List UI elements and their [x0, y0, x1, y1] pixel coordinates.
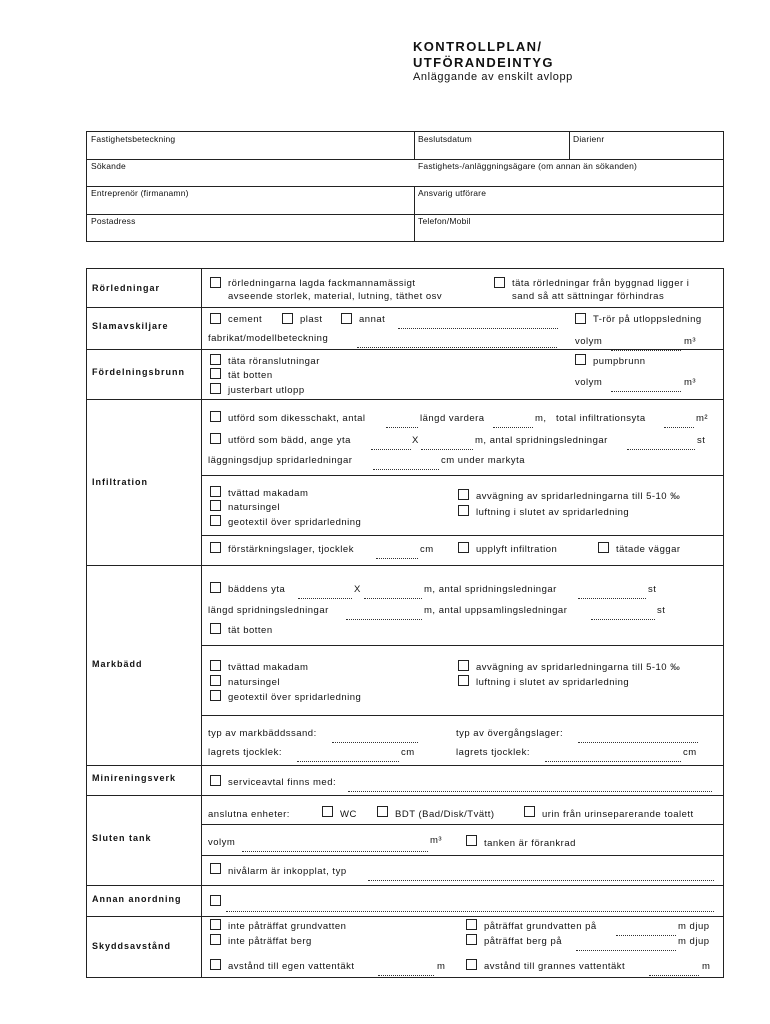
label-grannes-vattentakt: avstånd till grannes vattentäkt [484, 961, 626, 972]
checkbox-bdt[interactable] [377, 806, 388, 817]
field-langd-vardera[interactable] [493, 415, 533, 433]
field-badd-yta-1[interactable] [371, 437, 411, 455]
field-telefon[interactable]: Telefon/Mobil [418, 216, 471, 226]
label-urin: urin från urinseparerande toalett [542, 809, 694, 820]
checkbox-forankrad[interactable] [466, 835, 477, 846]
field-overgang-typ[interactable] [578, 730, 698, 748]
checkbox-luftning-mb[interactable] [458, 675, 469, 686]
section-minireningsverk: Minireningsverk [92, 773, 177, 783]
label-total-yta: total infiltrationsyta [556, 413, 646, 424]
label-egen-vattentakt: avstånd till egen vattentäkt [228, 961, 355, 972]
checkbox-avvagning-inf[interactable] [458, 489, 469, 500]
field-grannes-vattentakt[interactable] [649, 963, 699, 981]
field-total-yta[interactable] [664, 415, 694, 433]
label-x-mb: X [354, 584, 361, 595]
section-infiltration: Infiltration [92, 477, 148, 487]
section-skyddsavstand: Skyddsavstånd [92, 941, 172, 951]
checkbox-wc[interactable] [322, 806, 333, 817]
label-anslutna: anslutna enheter: [208, 809, 290, 820]
checkbox-grundvatten[interactable] [466, 919, 477, 930]
checkbox-geotextil-inf[interactable] [210, 515, 221, 526]
unit-cm-tj1: cm [401, 747, 415, 758]
checkbox-annan-anordning[interactable] [210, 895, 221, 906]
label-serviceavtal: serviceavtal finns med: [228, 777, 337, 788]
field-antal-spridn-1[interactable] [627, 437, 695, 455]
section-markbadd: Markbädd [92, 659, 143, 669]
unit-st-1: st [697, 435, 706, 446]
label-justerbart-utlopp: justerbart utlopp [228, 385, 305, 396]
checkbox-tata-roranslutningar[interactable] [210, 354, 221, 365]
field-forstarkning[interactable] [376, 546, 418, 564]
field-laggningsdjup[interactable] [373, 457, 439, 475]
label-tata-roranslutningar: täta röranslutningar [228, 356, 320, 367]
unit-volym-tank: m³ [430, 835, 443, 846]
field-egen-vattentakt[interactable] [378, 963, 434, 981]
label-langd-vardera: längd vardera [420, 413, 485, 424]
field-annat[interactable] [398, 316, 558, 334]
checkbox-egen-vattentakt[interactable] [210, 959, 221, 970]
unit-volym-slam: m³ [684, 336, 697, 347]
label-volym-slam: volym [575, 336, 603, 347]
title-line2: UTFÖRANDEINTYG [413, 55, 554, 70]
label-lager-tj2: lagrets tjocklek: [456, 747, 530, 758]
label-badd: utförd som bädd, ange yta [228, 435, 351, 446]
unit-m-1: m, [535, 413, 547, 424]
unit-egen: m [437, 961, 446, 972]
label-tata-2: sand så att sättningar förhindras [512, 291, 665, 302]
label-bdt: BDT (Bad/Disk/Tvätt) [395, 809, 495, 820]
checkbox-natursingel-mb[interactable] [210, 675, 221, 686]
label-langd-spridn: längd spridningsledningar [208, 605, 329, 616]
field-mb-yta-2[interactable] [364, 586, 422, 604]
checkbox-dikesschakt[interactable] [210, 411, 221, 422]
label-tvattad-mb: tvättad makadam [228, 662, 309, 673]
label-spridn-1: m, antal spridningsledningar [475, 435, 608, 446]
field-fastighetsbeteckning[interactable]: Fastighetsbeteckning [91, 134, 176, 144]
checkbox-tvattad-mb[interactable] [210, 660, 221, 671]
field-agare[interactable]: Fastighets-/anläggningsägare (om annan än sökanden) [418, 161, 638, 171]
field-nivalarm[interactable] [368, 868, 714, 886]
label-tata-1: täta rörledningar från byggnad ligger i [512, 278, 690, 289]
checkbox-geotextil-mb[interactable] [210, 690, 221, 701]
label-cement: cement [228, 314, 263, 325]
label-dikesschakt: utförd som dikesschakt, antal [228, 413, 366, 424]
checkbox-baddens-yta[interactable] [210, 582, 221, 593]
label-upplyft: upplyft infiltration [476, 544, 558, 555]
label-forankrad: tanken är förankrad [484, 838, 576, 849]
unit-st-mb2: st [657, 605, 666, 616]
label-laggningsdjup: läggningsdjup spridarledningar [208, 455, 353, 466]
label-tat-botten-fb: tät botten [228, 370, 273, 381]
label-fabrikat: fabrikat/modellbeteckning [208, 333, 329, 344]
label-wc: WC [340, 809, 357, 820]
field-mb-yta-1[interactable] [298, 586, 352, 604]
label-luftning-mb: luftning i slutet av spridarledning [476, 677, 630, 688]
info-table [86, 131, 724, 242]
field-beslutsdatum[interactable]: Beslutsdatum [418, 134, 472, 144]
field-antal-diken[interactable] [386, 415, 418, 433]
label-tvattad-inf: tvättad makadam [228, 488, 309, 499]
checkbox-t-ror[interactable] [575, 313, 586, 324]
checkbox-lagda-fackmannamassigt[interactable] [210, 277, 221, 288]
field-badd-yta-2[interactable] [421, 437, 473, 455]
label-forstarkning: förstärkningslager, tjocklek [228, 544, 354, 555]
section-slamavskiljare: Slamavskiljare [92, 321, 169, 331]
label-tat-botten-mb: tät botten [228, 625, 273, 636]
label-pumpbrunn: pumpbrunn [593, 356, 646, 367]
label-x-1: X [412, 435, 419, 446]
label-inte-grundvatten: inte påträffat grundvatten [228, 921, 347, 932]
field-berg[interactable] [576, 938, 676, 956]
label-volym-tank: volym [208, 837, 236, 848]
label-geotextil-inf: geotextil över spridarledning [228, 517, 362, 528]
field-postadress[interactable]: Postadress [91, 216, 136, 226]
label-overgang-typ: typ av övergångslager: [456, 728, 564, 739]
label-lagda-1: rörledningarna lagda fackmannamässigt [228, 278, 416, 289]
label-spridn-mb: m, antal spridningsledningar [424, 584, 557, 595]
checkbox-tatade-vaggar[interactable] [598, 542, 609, 553]
field-serviceavtal[interactable] [348, 779, 712, 797]
section-fordelningsbrunn: Fördelningsbrunn [92, 367, 185, 377]
checkbox-pumpbrunn[interactable] [575, 354, 586, 365]
field-annan-anordning[interactable] [226, 899, 714, 917]
label-berg: påträffat berg på [484, 936, 563, 947]
field-fabrikat[interactable] [357, 335, 557, 353]
label-lagda-2: avseende storlek, material, lutning, täthet osv [228, 291, 443, 302]
unit-st-mb1: st [648, 584, 657, 595]
title-line1: KONTROLLPLAN/ [413, 39, 543, 54]
label-natursingel-inf: natursingel [228, 502, 280, 513]
section-annan-anordning: Annan anordning [92, 894, 182, 904]
field-sokande[interactable]: Sökande [91, 161, 126, 171]
checkbox-grannes-vattentakt[interactable] [466, 959, 477, 970]
label-inte-berg: inte påträffat berg [228, 936, 312, 947]
field-diarienr[interactable]: Diarienr [573, 134, 605, 144]
checkbox-tat-botten-fb[interactable] [210, 368, 221, 379]
unit-cm-forst: cm [420, 544, 434, 555]
field-antal-spridn-mb[interactable] [578, 586, 646, 604]
checkbox-annat[interactable] [341, 313, 352, 324]
field-lager-tj2[interactable] [545, 749, 681, 767]
label-uppsamling: m, antal uppsamlingsledningar [424, 605, 568, 616]
field-sand-typ[interactable] [332, 730, 418, 748]
unit-cm-tj2: cm [683, 747, 697, 758]
unit-berg: m djup [678, 936, 710, 947]
field-langd-spridn[interactable] [346, 607, 422, 625]
checkbox-tvattad-inf[interactable] [210, 486, 221, 497]
checkbox-plast[interactable] [282, 313, 293, 324]
field-ansvarig[interactable]: Ansvarig utförare [418, 188, 487, 198]
label-geotextil-mb: geotextil över spridarledning [228, 692, 362, 703]
label-avvagning-mb: avvägning av spridarledningarna till 5-10 ‰ [476, 662, 681, 673]
field-lager-tj1[interactable] [297, 749, 399, 767]
checkbox-forstarkning[interactable] [210, 542, 221, 553]
section-rorledningar: Rörledningar [92, 283, 161, 293]
section-sluten-tank: Sluten tank [92, 833, 152, 843]
checkbox-cement[interactable] [210, 313, 221, 324]
checkbox-upplyft[interactable] [458, 542, 469, 553]
label-avvagning-inf: avvägning av spridarledningarna till 5-10 ‰ [476, 491, 681, 502]
checkbox-tat-botten-mb[interactable] [210, 623, 221, 634]
label-plast: plast [300, 314, 323, 325]
checkbox-serviceavtal[interactable] [210, 775, 221, 786]
field-entreprenor[interactable]: Entreprenör (firmanamn) [91, 188, 189, 198]
label-annat: annat [359, 314, 386, 325]
checkbox-inte-berg[interactable] [210, 934, 221, 945]
label-natursingel-mb: natursingel [228, 677, 280, 688]
checkbox-luftning-inf[interactable] [458, 505, 469, 516]
field-volym-fb[interactable] [611, 379, 681, 397]
field-volym-slam[interactable] [611, 338, 681, 356]
label-grundvatten: påträffat grundvatten på [484, 921, 597, 932]
unit-grundvatten: m djup [678, 921, 710, 932]
checkbox-tata-rorledningar[interactable] [494, 277, 505, 288]
label-tatade-vaggar: tätade väggar [616, 544, 681, 555]
subtitle: Anläggande av enskilt avlopp [413, 71, 573, 83]
checkbox-nivalarm[interactable] [210, 863, 221, 874]
label-t-ror: T-rör på utloppsledning [593, 314, 702, 325]
label-lager-tj1: lagrets tjocklek: [208, 747, 282, 758]
checkbox-berg[interactable] [466, 934, 477, 945]
field-volym-tank[interactable] [242, 839, 428, 857]
unit-granne: m [702, 961, 711, 972]
label-volym-fb: volym [575, 377, 603, 388]
unit-m2: m² [696, 413, 709, 424]
label-sand-typ: typ av markbäddssand: [208, 728, 317, 739]
label-nivalarm: nivålarm är inkopplat, typ [228, 866, 347, 877]
label-baddens-yta: bäddens yta [228, 584, 286, 595]
label-cm-under: cm under markyta [441, 455, 526, 466]
field-uppsamling[interactable] [591, 607, 655, 625]
checkbox-avvagning-mb[interactable] [458, 660, 469, 671]
checkbox-natursingel-inf[interactable] [210, 500, 221, 511]
label-luftning-inf: luftning i slutet av spridarledning [476, 507, 630, 518]
checkbox-urin[interactable] [524, 806, 535, 817]
checkbox-justerbart-utlopp[interactable] [210, 383, 221, 394]
checkbox-inte-grundvatten[interactable] [210, 919, 221, 930]
unit-volym-fb: m³ [684, 377, 697, 388]
checkbox-badd[interactable] [210, 433, 221, 444]
